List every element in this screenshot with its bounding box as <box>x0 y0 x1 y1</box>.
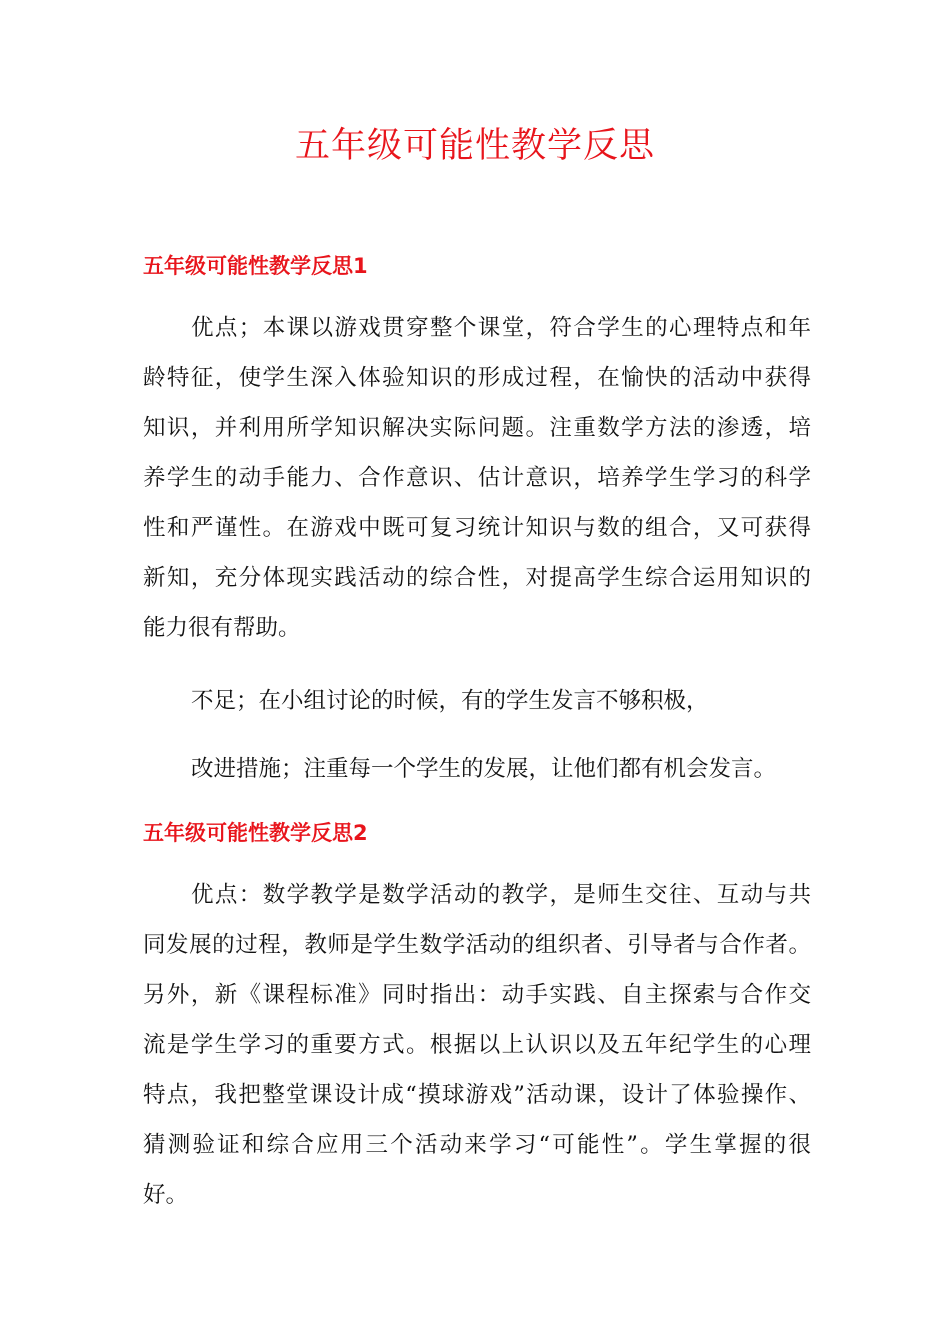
paragraph-line: 龄特征，使学生深入体验知识的形成过程，在愉快的活动中获得 <box>143 365 811 391</box>
paragraph-line: 猜测验证和综合应用三个活动来学习“可能性”。学生掌握的很 <box>143 1132 811 1158</box>
paragraph-line: 流是学生学习的重要方式。根据以上认识以及五年纪学生的心理 <box>143 1032 811 1058</box>
section-1-heading: 五年级可能性教学反思1 <box>143 254 368 278</box>
paragraph-line: 养学生的动手能力、合作意识、估计意识，培养学生学习的科学 <box>143 465 811 491</box>
section-1-paragraph-2 <box>143 676 811 726</box>
paragraph-line: 能力很有帮助。 <box>143 615 301 641</box>
section-2-paragraph-1 <box>143 870 811 1220</box>
document-title: 五年级可能性教学反思 <box>294 126 655 166</box>
paragraph-line: 新知，充分体现实践活动的综合性，对提高学生综合运用知识的 <box>143 565 811 591</box>
paragraph-line: 特点，我把整堂课设计成“摸球游戏”活动课，设计了体验操作、 <box>143 1082 811 1108</box>
paragraph-line: 优点：数学教学是数学活动的教学，是师生交往、互动与共 <box>191 882 811 908</box>
section-1-paragraph-1 <box>143 303 811 653</box>
section-1-paragraph-3 <box>143 744 811 794</box>
paragraph-line: 同发展的过程，教师是学生数学活动的组织者、引导者与合作者。 <box>143 932 811 958</box>
paragraph-line: 不足；在小组讨论的时候，有的学生发言不够积极， <box>191 688 709 714</box>
paragraph-line: 知识，并利用所学知识解决实际问题。注重数学方法的渗透，培 <box>143 415 811 441</box>
paragraph-line: 好。 <box>143 1182 189 1208</box>
section-2-heading: 五年级可能性教学反思2 <box>143 821 368 845</box>
paragraph-line: 性和严谨性。在游戏中既可复习统计知识与数的组合，又可获得 <box>143 515 811 541</box>
paragraph-line: 另外，新《课程标准》同时指出：动手实践、自主探索与合作交 <box>143 982 811 1008</box>
paragraph-line: 改进措施；注重每一个学生的发展，让他们都有机会发言。 <box>191 756 777 782</box>
paragraph-line: 优点；本课以游戏贯穿整个课堂，符合学生的心理特点和年 <box>191 315 811 341</box>
